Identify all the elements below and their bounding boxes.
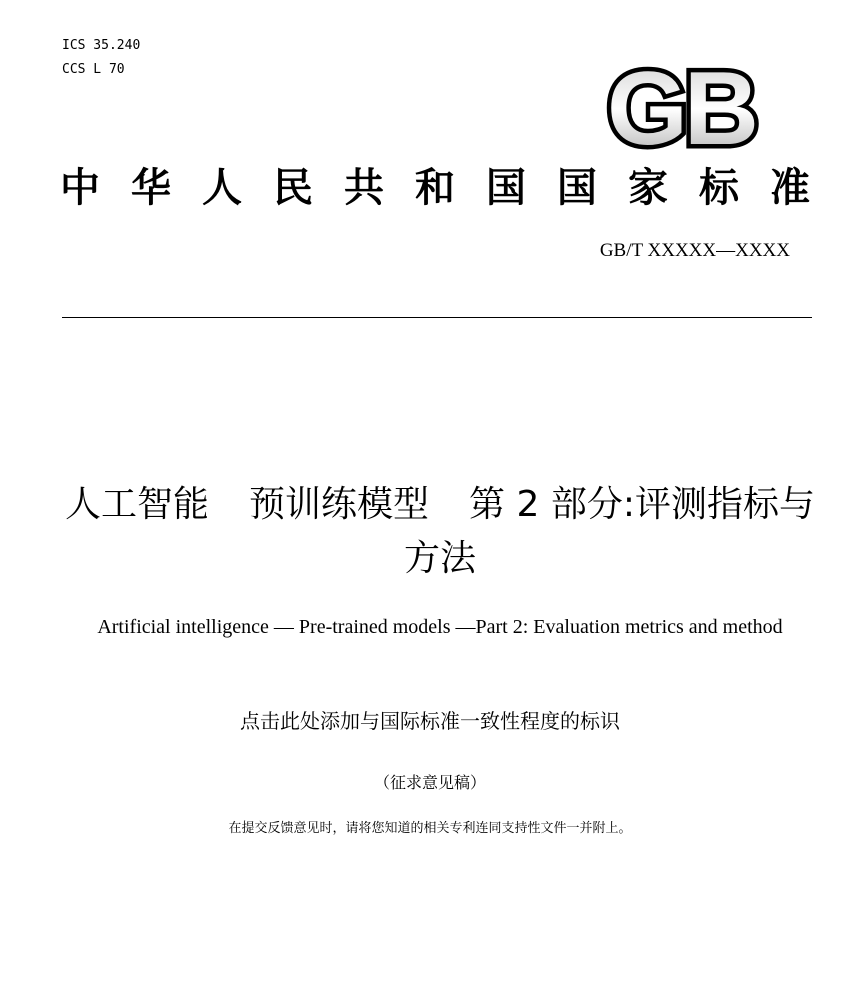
patent-notice: 在提交反馈意见时，请将您知道的相关专利连同支持性文件一并附上。 [228,821,632,836]
standard-body-name: 中华人民共和国国家标准 [60,164,812,211]
gb-logo-text: GB [607,62,755,154]
title-english: Artificial intelligence — Pre-trained models —Part 2: Evaluation metrics and method [97,616,783,638]
consistency-placeholder[interactable]: 点击此处添加与国际标准一致性程度的标识 [240,709,620,733]
header-divider [62,317,812,318]
title-zh-part1: 人工智能 [65,484,210,525]
classification-codes [62,34,140,82]
draft-label: （征求意见稿） [373,773,486,792]
title-chinese [50,478,830,586]
ccs-code: CCS L 70 [62,62,125,77]
gb-logo [590,62,772,154]
title-zh-part2: 预训练模型 [249,484,430,525]
title-zh-part3: 第 2 部分:评测指标与方法 [403,484,815,579]
ics-code: ICS 35.240 [62,38,141,53]
standard-number: GB/T XXXXX—XXXX [599,240,790,261]
